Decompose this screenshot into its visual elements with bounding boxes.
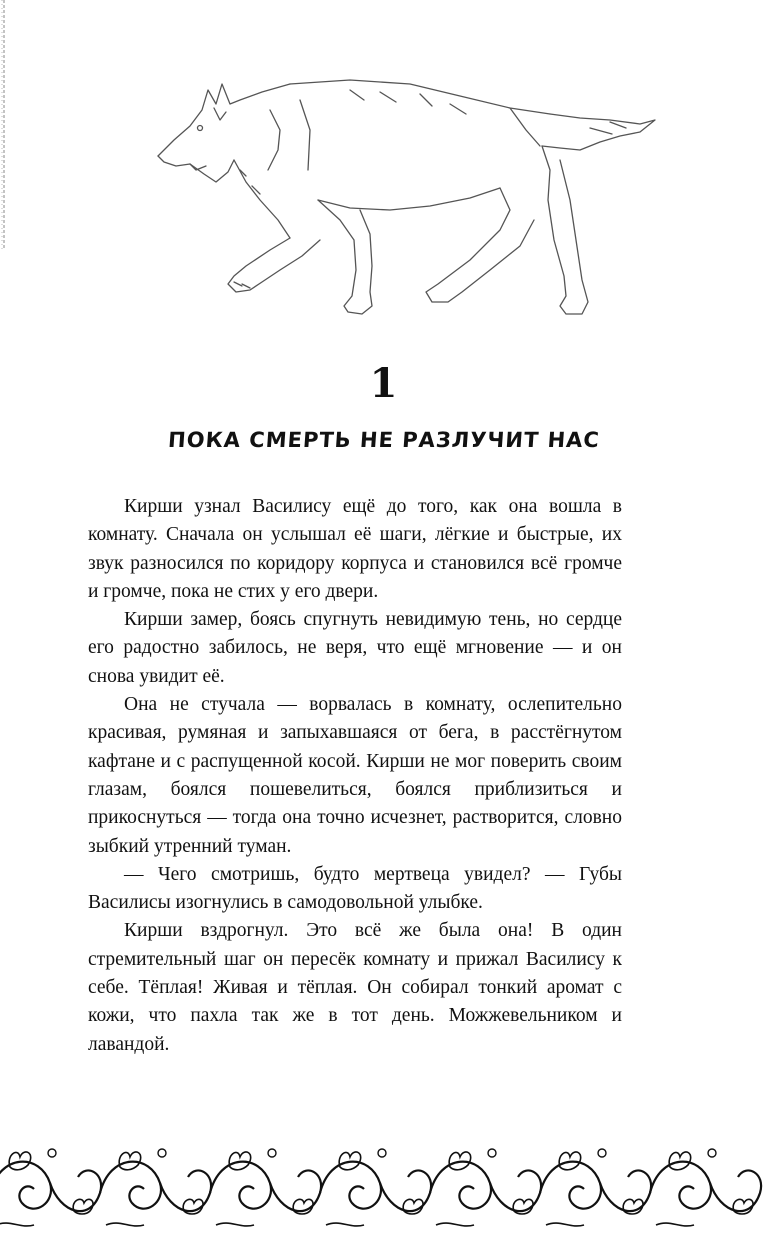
chapter-number: 1 — [369, 360, 399, 407]
edge-chain-ornament — [0, 0, 8, 250]
chapter-title: ПОКА СМЕРТЬ НЕ РАЗЛУЧИТ НАС — [167, 428, 601, 452]
wolf-illustration — [150, 70, 660, 320]
body-text — [88, 493, 622, 1059]
paragraph: Кирши вздрогнул. Это всё же была она! В один стремительный шаг он пересёк комнату и прижал Василису к себе. Тёплая! Живая и тёплая. Он собирал тонкий аромат с кожи, что пахла так же в тот день. Можжевельником и лавандой. — [88, 920, 622, 1055]
paragraph: Она не стучала — ворвалась в комнату, ослепительно красивая, румяная и запыхавшаяся от бега, в расстёгнутом кафтане и с распущенной косой. Кирши не мог поверить своим глазам, боялся пошевелиться, боялся приблизиться и прикоснуться — тогда она точно исчезнет, растворится, словно зыбкий утренний туман. — [88, 694, 622, 857]
paragraph: Кирши узнал Василису ещё до того, как она вошла в комнату. Сначала он услышал её шаги, лёгкие и быстрые, их звук разносился по коридору корпуса и становился всё громче и громче, пока не стих у его двери. — [88, 496, 622, 602]
floral-border-ornament — [0, 1133, 768, 1241]
paragraph: Кирши замер, боясь спугнуть невидимую тень, но сердце его радостно забилось, не веря, что ещё мгновение — и он снова увидит её. — [88, 609, 622, 687]
paragraph: — Чего смотришь, будто мертвеца увидел? — Губы Василисы изогнулись в самодовольной улыбке. — [88, 863, 622, 914]
